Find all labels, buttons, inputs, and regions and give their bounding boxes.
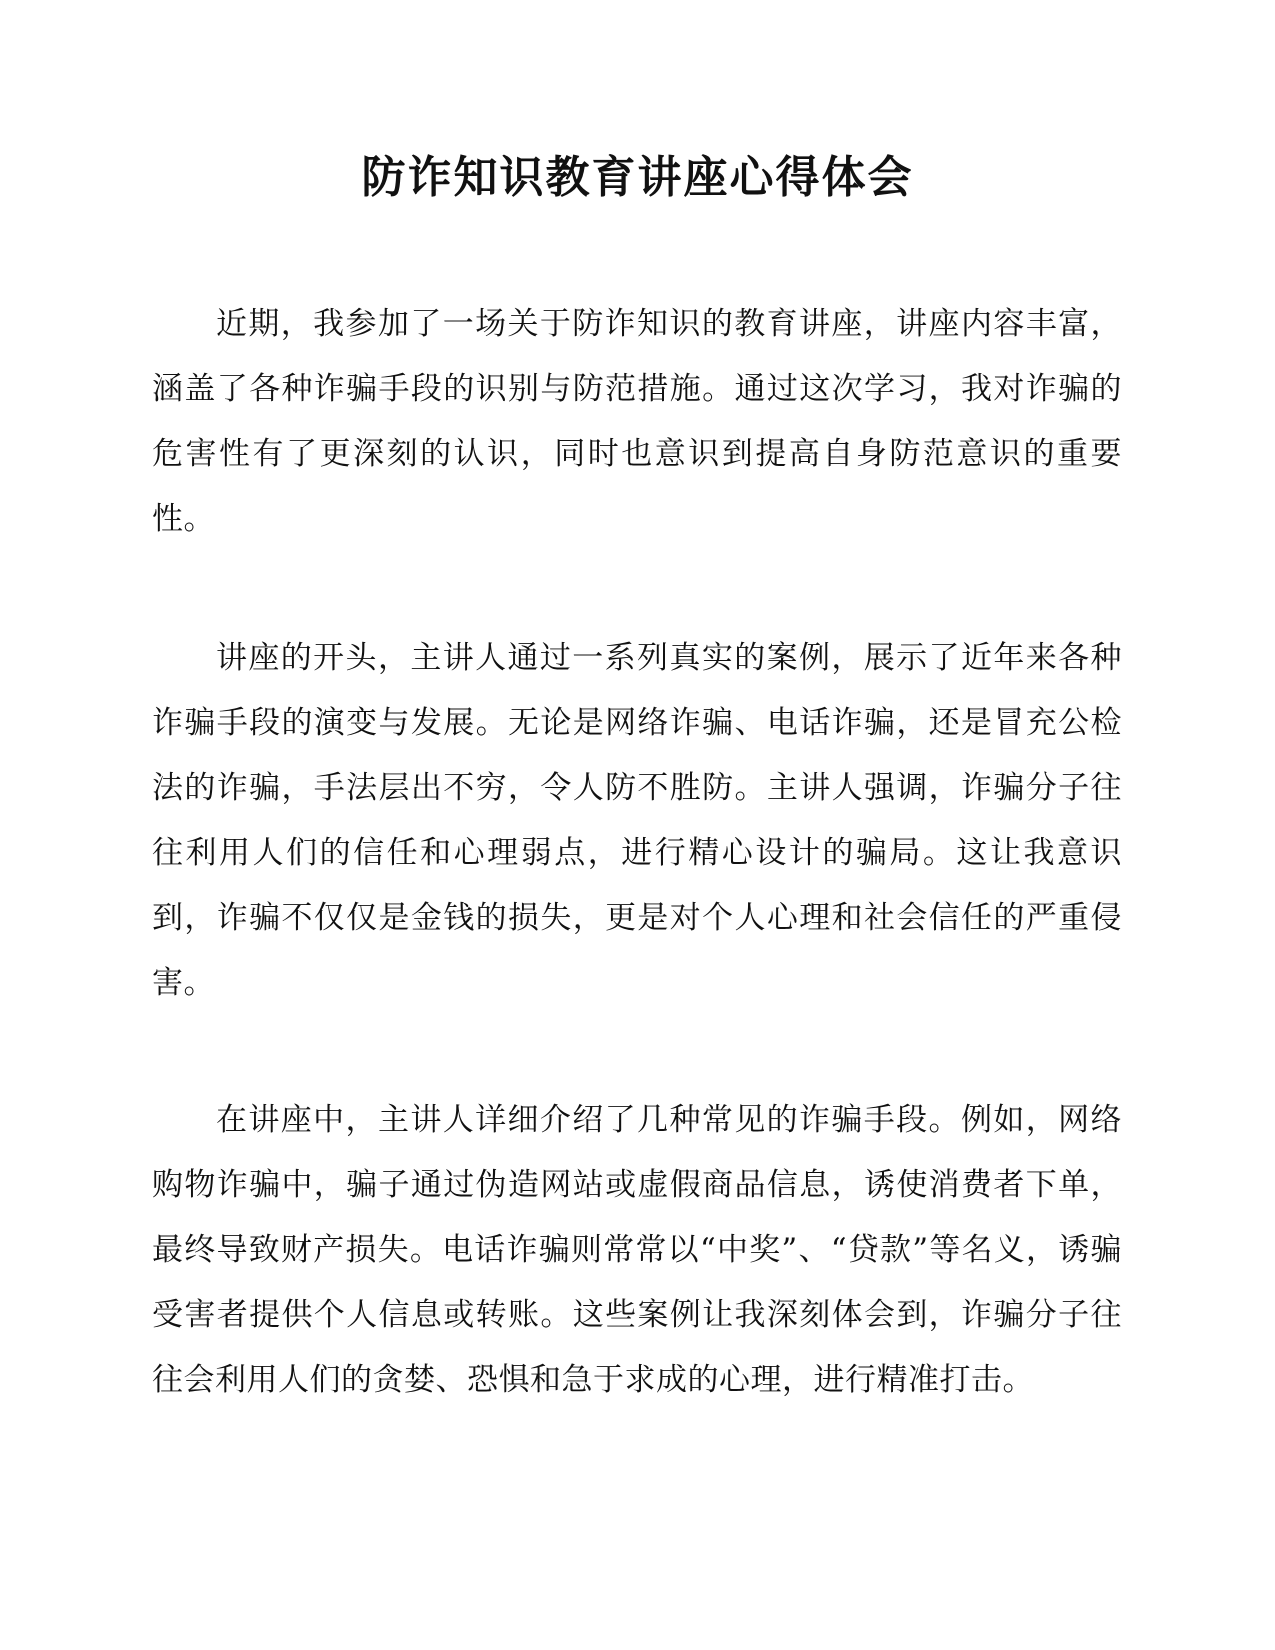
paragraph-3: 在讲座中，主讲人详细介绍了几种常见的诈骗手段。例如，网络购物诈骗中，骗子通过伪造网站或虚假商品信息，诱使消费者下单，最终导致财产损失。电话诈骗则常常以“中奖”、“贷款”等名义，诱骗受害者提供个人信息或转账。这些案例让我深刻体会到，诈骗分子往往会利用人们的贪婪、恐惧和急于求成的心理，进行精准打击。: [152, 1102, 1122, 1398]
paragraph-1: 近期，我参加了一场关于防诈知识的教育讲座，讲座内容丰富，涵盖了各种诈骗手段的识别与防范措施。通过这次学习，我对诈骗的危害性有了更深刻的认识，同时也意识到提高自身防范意识的重要性。: [152, 306, 1122, 537]
document-title: 防诈知识教育讲座心得体会: [361, 152, 914, 203]
paragraph-2: 讲座的开头，主讲人通过一系列真实的案例，展示了近年来各种诈骗手段的演变与发展。无论是网络诈骗、电话诈骗，还是冒充公检法的诈骗，手法层出不穷，令人防不胜防。主讲人强调，诈骗分子往往利用人们的信任和心理弱点，进行精心设计的骗局。这让我意识到，诈骗不仅仅是金钱的损失，更是对个人心理和社会信任的严重侵害。: [152, 640, 1122, 1001]
